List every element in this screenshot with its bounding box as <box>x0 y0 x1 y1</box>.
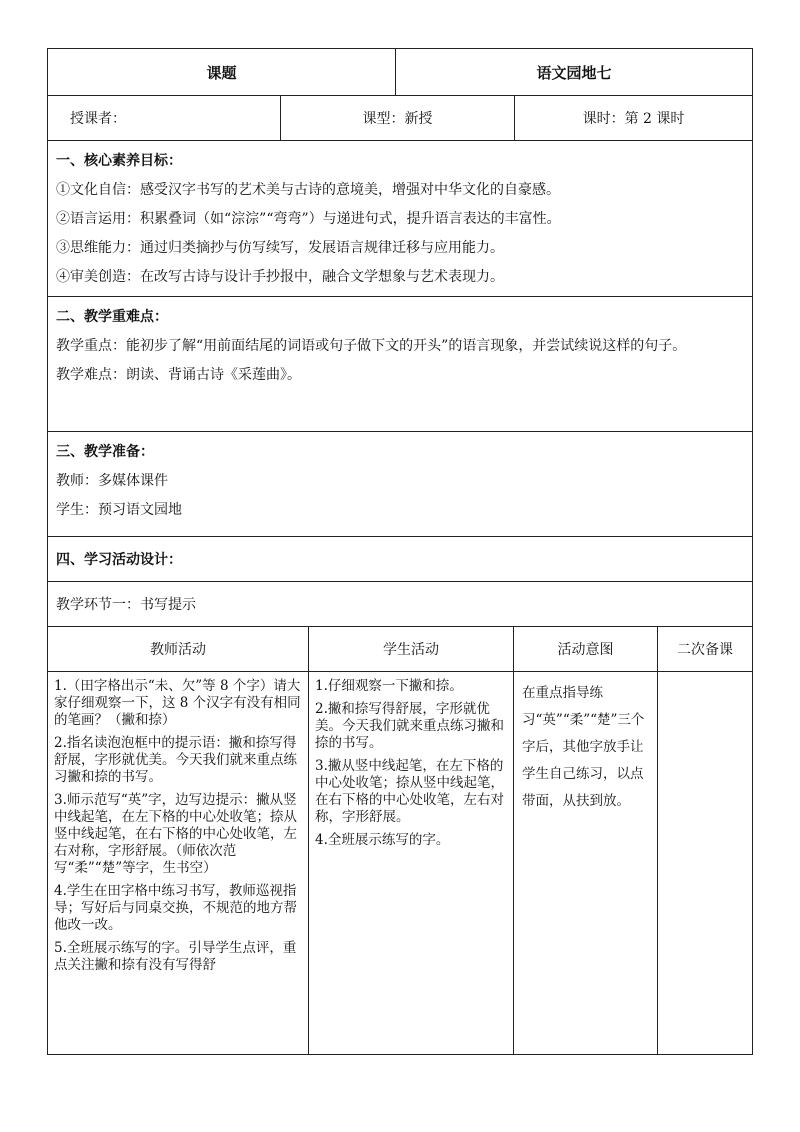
student-step: 2.撇和捺写得舒展，字形就优美。今天我们就来重点练习撇和捺的书写。 <box>315 701 504 751</box>
lesson-plan-page <box>47 48 752 1055</box>
teacher-step: 3.师示范写“英”字，边写边提示：撇从竖中线起笔，在左下格的中心处收笔；捺从竖中线起笔，在右下格的中心处收笔，左右对称，字形舒展。（师依次范写“柔”“楚”等字，生书空） <box>54 792 297 876</box>
prep-item: 学生：预习语文园地 <box>56 502 182 518</box>
course-value: 语文园地七 <box>396 49 753 96</box>
activity-row <box>48 672 753 1055</box>
teacher-step: 1.（田字格出示“未、欠”等 8 个字）请大家仔细观察一下，这 8 个汉字有没有相同的笔画？（撇和捺） <box>54 678 301 728</box>
teacher-activity-cell <box>48 672 309 1055</box>
course-label: 课题 <box>48 49 396 96</box>
goals-section <box>48 141 753 297</box>
student-step: 4.全班展示练写的字。 <box>315 832 450 848</box>
activity-header-row <box>48 627 753 672</box>
col-intent: 活动意图 <box>514 627 658 672</box>
col-teacher-activity: 教师活动 <box>48 627 309 672</box>
design-section <box>48 537 753 582</box>
lesson-plan-table <box>47 48 753 1055</box>
step1-title: 教学环节一：书写提示 <box>48 582 753 627</box>
key-point-item: 教学重点：能初步了解“用前面结尾的词语或句子做下文的开头”的语言现象，并尝试续说这样的句子。 <box>56 338 687 354</box>
goals-title: 一、核心素养目标： <box>56 153 182 169</box>
lesson-type-field: 课型：新授 <box>281 96 515 140</box>
step-row <box>48 582 753 627</box>
period-field: 课时：第 2 课时 <box>582 111 685 127</box>
prep-item: 教师：多媒体课件 <box>56 473 168 489</box>
meta-row <box>48 96 753 141</box>
student-step: 3.撇从竖中线起笔，在左下格的中心处收笔；捺从竖中线起笔，在右下格的中心处收笔，左右对称，字形舒展。 <box>315 758 504 825</box>
col-student-activity: 学生活动 <box>309 627 514 672</box>
prep-title: 三、教学准备： <box>56 444 154 460</box>
student-step: 1.仔细观察一下撇和捺。 <box>315 678 463 694</box>
key-points-section <box>48 297 753 432</box>
design-title: 四、学习活动设计： <box>48 537 753 582</box>
key-points-title: 二、教学重难点： <box>56 309 168 325</box>
goal-item: ①文化自信：感受汉字书写的艺术美与古诗的意境美，增强对中华文化的自豪感。 <box>56 182 560 198</box>
teacher-field: 授课者： <box>48 96 281 140</box>
goal-item: ②语言运用：积累叠词（如“淙淙”“弯弯”）与递进句式，提升语言表达的丰富性。 <box>56 211 561 227</box>
goal-item: ③思维能力：通过归类摘抄与仿写续写，发展语言规律迁移与应用能力。 <box>56 240 504 256</box>
student-activity-cell <box>309 672 514 1055</box>
goal-item: ④审美创造：在改写古诗与设计手抄报中，融合文学想象与艺术表现力。 <box>56 269 504 285</box>
intent-cell: 在重点指导练习“英”“柔”“楚”三个字后，其他字放手让学生自己练习，以点带面，从扶到放。 <box>514 672 658 1055</box>
teacher-step: 2.指名读泡泡框中的提示语：撇和捺写得舒展，字形就优美。今天我们就来重点练习撇和捺的书写。 <box>54 735 297 785</box>
col-notes: 二次备课 <box>658 627 753 672</box>
teacher-step: 4.学生在田字格中练习书写，教师巡视指导；写好后与同桌交换，不规范的地方帮他改一改。 <box>54 883 297 933</box>
teacher-step: 5.全班展示练写的字。引导学生点评，重点关注撇和捺有没有写得舒 <box>54 940 297 973</box>
key-point-item: 教学难点：朗读、背诵古诗《采莲曲》。 <box>56 367 301 383</box>
notes-cell <box>658 672 753 1055</box>
prep-section <box>48 432 753 537</box>
header-row <box>48 49 753 96</box>
